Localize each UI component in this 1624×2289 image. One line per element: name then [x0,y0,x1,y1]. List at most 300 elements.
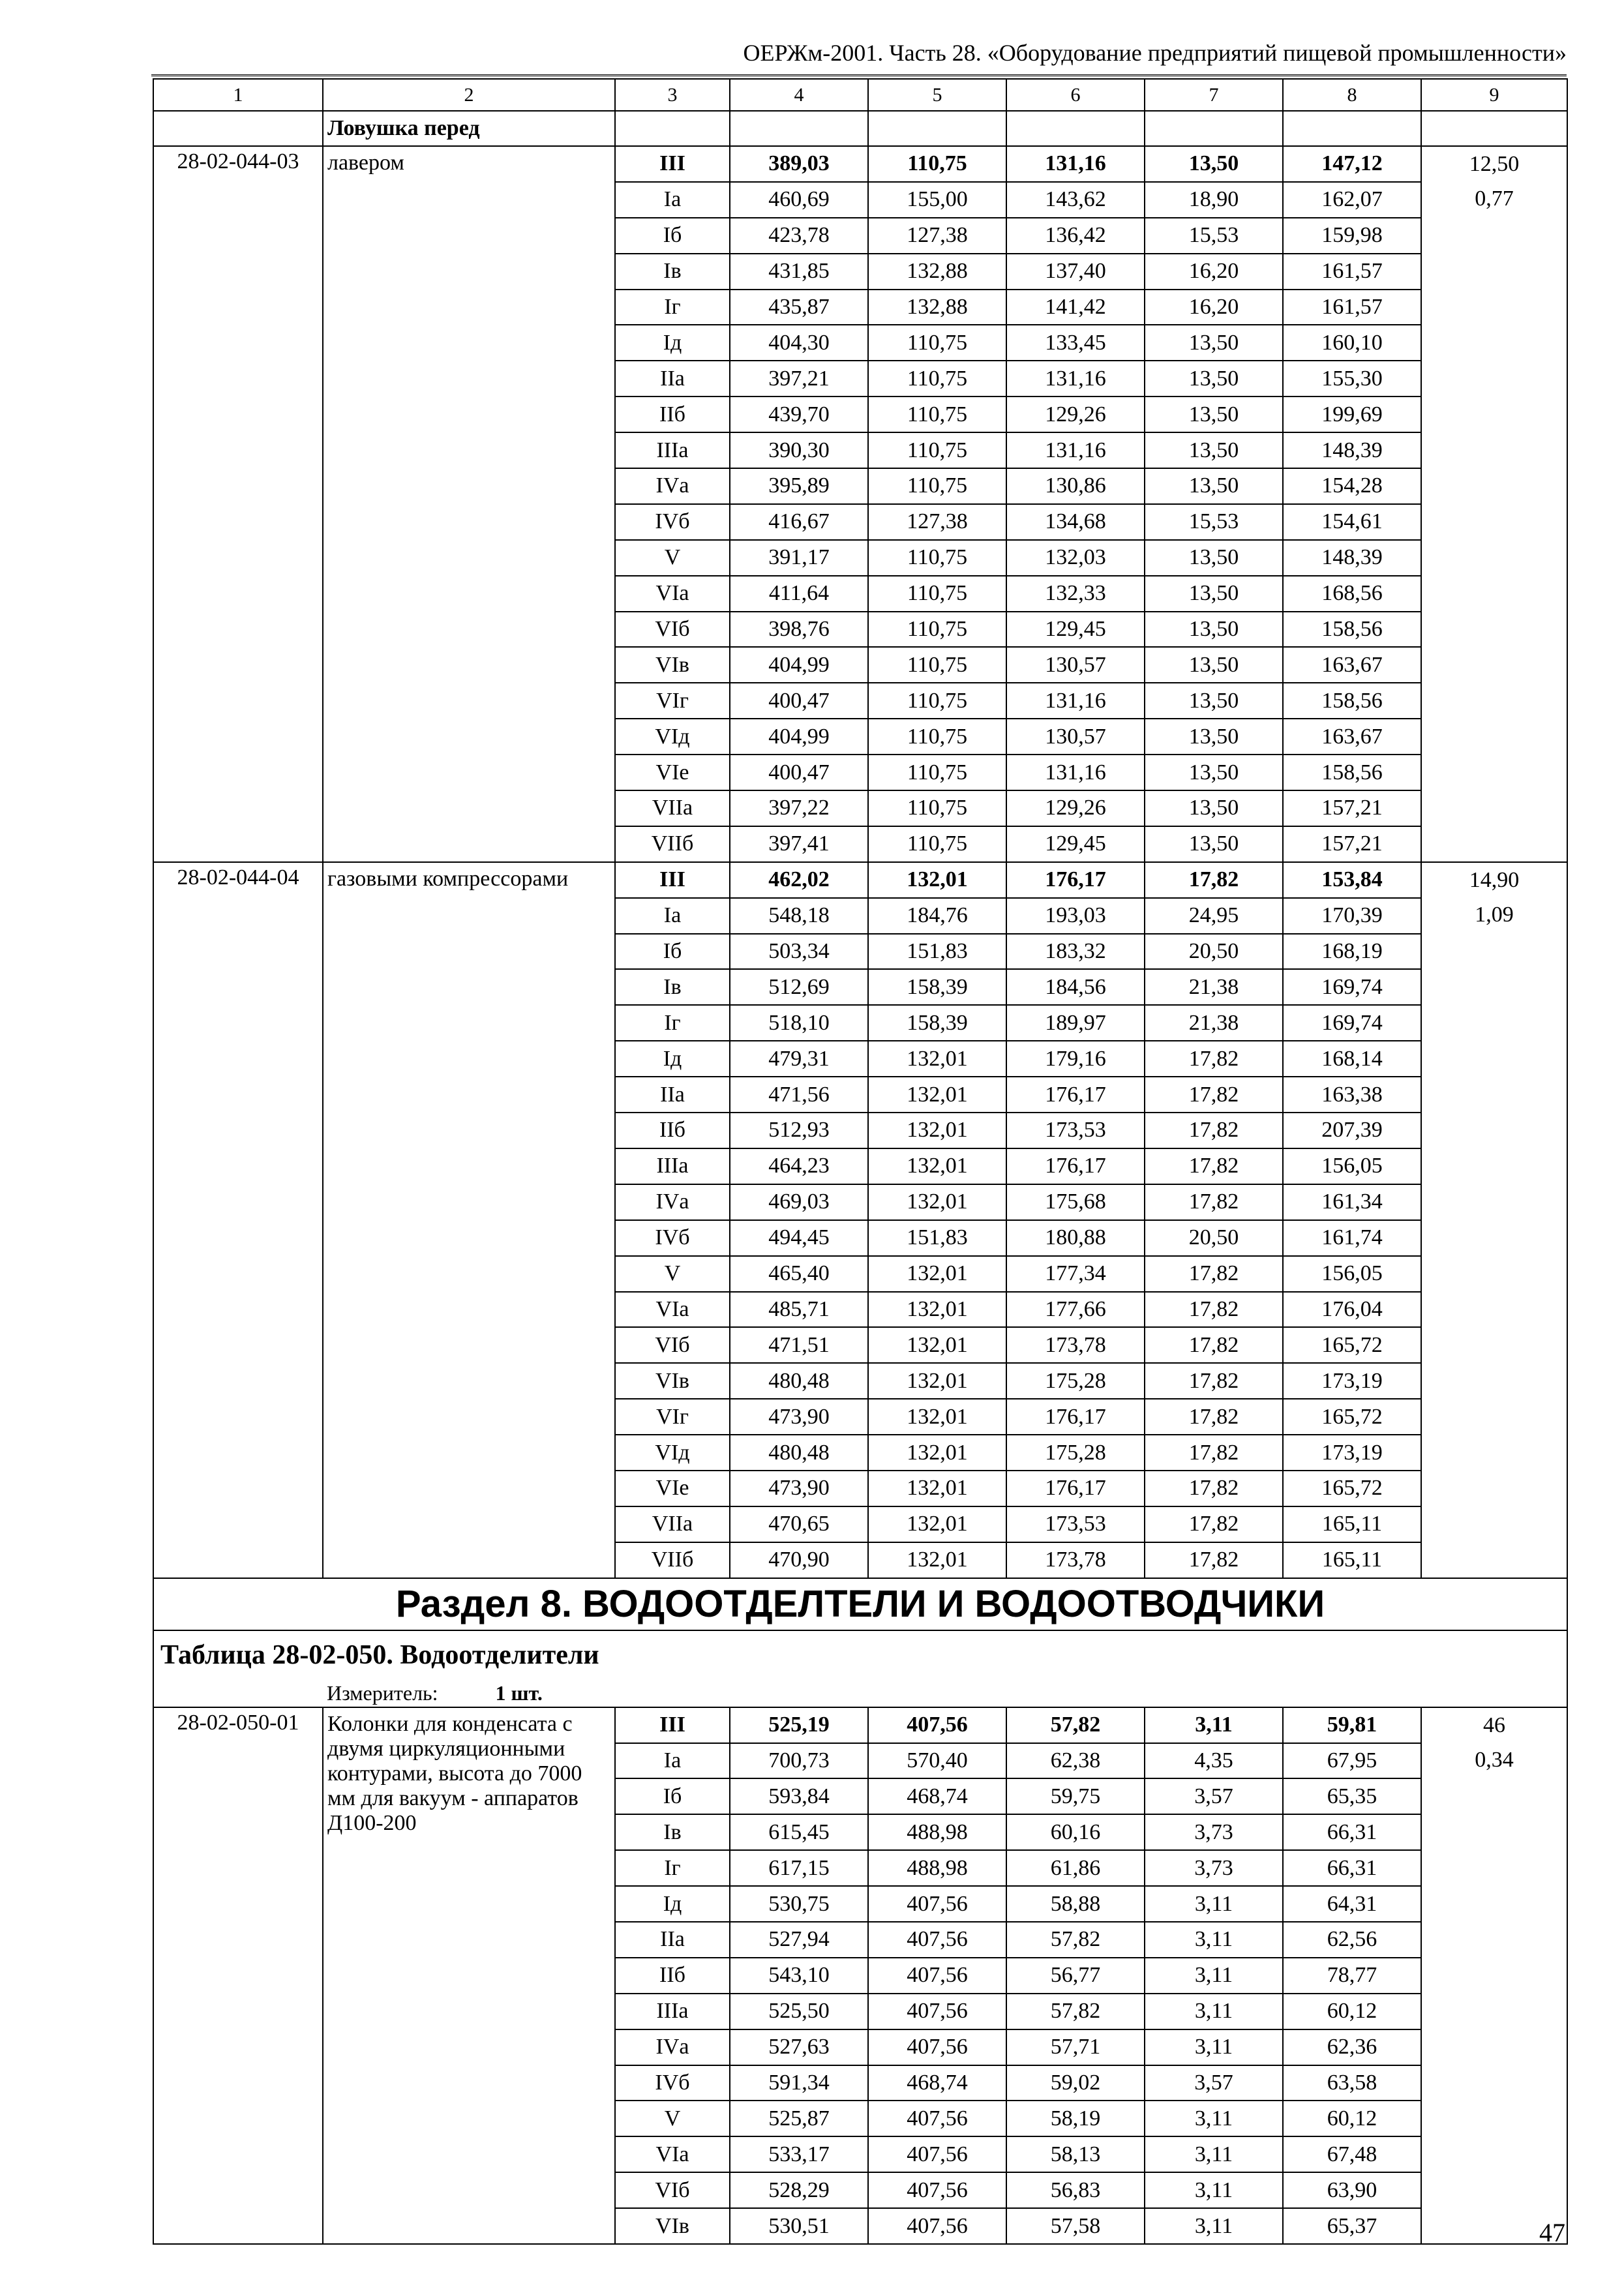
value-cell: 13,50 [1145,361,1283,396]
value-cell: 431,85 [730,254,868,290]
value-cell: 161,57 [1283,290,1421,325]
column-number: 3 [615,79,730,111]
value-cell: 137,40 [1006,254,1145,290]
zone-cell: IIа [615,1922,730,1958]
value-cell: 58,13 [1006,2136,1145,2172]
value-cell: 110,75 [868,826,1006,862]
value-cell: 407,56 [868,2101,1006,2136]
value-cell: 132,33 [1006,576,1145,612]
section-row [153,1578,1567,1630]
value-cell: 533,17 [730,2136,868,2172]
value-cell: 3,11 [1145,2101,1283,2136]
value-cell: 65,37 [1283,2208,1421,2244]
index-cell [1421,862,1567,1578]
zone-cell: IIа [615,361,730,396]
page-number: 47 [1539,2218,1565,2247]
empty-cell [153,111,323,146]
zone-cell: IIб [615,1113,730,1148]
value-cell: 157,21 [1283,826,1421,862]
meter-row [153,1679,1567,1707]
zone-cell: IIа [615,1077,730,1113]
value-cell: 21,38 [1145,969,1283,1005]
value-cell: 127,38 [868,504,1006,540]
value-cell: 3,11 [1145,2172,1283,2208]
value-cell: 157,21 [1283,790,1421,826]
value-cell: 153,84 [1283,862,1421,898]
value-cell: 407,56 [868,1922,1006,1958]
value-cell: 527,63 [730,2029,868,2065]
zone-cell: Iа [615,898,730,934]
value-cell: 148,39 [1283,432,1421,468]
value-cell: 56,83 [1006,2172,1145,2208]
value-cell: 129,45 [1006,612,1145,648]
item-code: 28-02-050-01 [153,1707,323,2244]
value-cell: 479,31 [730,1041,868,1077]
value-cell: 199,69 [1283,396,1421,432]
zone-cell: VIе [615,755,730,790]
zone-cell: VIа [615,1292,730,1328]
value-cell: 207,39 [1283,1113,1421,1148]
column-number: 8 [1283,79,1421,111]
zone-cell: III [615,146,730,182]
value-cell: 488,98 [868,1850,1006,1886]
value-cell: 528,29 [730,2172,868,2208]
zone-cell: Iг [615,290,730,325]
empty-cell [730,111,868,146]
value-cell: 154,28 [1283,468,1421,504]
value-cell: 4,35 [1145,1743,1283,1779]
value-cell: 460,69 [730,182,868,218]
value-cell: 163,67 [1283,719,1421,755]
value-cell: 13,50 [1145,683,1283,719]
empty-cell [1283,111,1421,146]
header-title: ОЕРЖм-2001. Часть 28. «Оборудование предприятий пищевой промышленности» [743,40,1567,66]
value-cell: 60,12 [1283,2101,1421,2136]
value-cell: 173,19 [1283,1435,1421,1471]
value-cell: 57,82 [1006,1994,1145,2029]
value-cell: 168,19 [1283,934,1421,970]
value-cell: 162,07 [1283,182,1421,218]
index-value: 0,34 [1475,1747,1514,1772]
column-number-row [153,79,1567,111]
value-cell: 570,40 [868,1743,1006,1779]
column-number: 7 [1145,79,1283,111]
zone-cell: VIб [615,1327,730,1363]
zone-cell: VIIб [615,826,730,862]
value-cell: 423,78 [730,218,868,254]
value-cell: 439,70 [730,396,868,432]
value-cell: 176,17 [1006,1399,1145,1435]
value-cell: 133,45 [1006,325,1145,361]
value-cell: 471,56 [730,1077,868,1113]
value-cell: 63,90 [1283,2172,1421,2208]
zone-cell: Iв [615,1814,730,1850]
value-cell: 110,75 [868,540,1006,576]
value-cell: 132,01 [868,1327,1006,1363]
value-cell: 132,01 [868,1148,1006,1184]
value-cell: 525,87 [730,2101,868,2136]
value-cell: 173,53 [1006,1113,1145,1148]
value-cell: 132,01 [868,1077,1006,1113]
value-cell: 184,76 [868,898,1006,934]
zone-cell: IIIа [615,1148,730,1184]
value-cell: 132,01 [868,862,1006,898]
value-cell: 158,56 [1283,683,1421,719]
value-cell: 175,68 [1006,1184,1145,1220]
value-cell: 468,74 [868,1778,1006,1814]
value-cell: 24,95 [1145,898,1283,934]
zone-cell: IVа [615,2029,730,2065]
value-cell: 3,57 [1145,2065,1283,2101]
item-description: Колонки для конденсата с двумя циркуляционными контурами, высота до 7000 мм для вакуум - аппаратов Д100-200 [323,1707,615,2244]
value-cell: 17,82 [1145,1256,1283,1292]
value-cell: 404,99 [730,647,868,683]
value-cell: 13,50 [1145,719,1283,755]
value-cell: 66,31 [1283,1850,1421,1886]
zone-cell: IIб [615,396,730,432]
value-cell: 407,56 [868,2208,1006,2244]
zone-cell: IVб [615,1220,730,1256]
index-cell [1421,146,1567,862]
empty-cell [1006,111,1145,146]
value-cell: 407,56 [868,1994,1006,2029]
value-cell: 132,88 [868,290,1006,325]
value-cell: 17,82 [1145,1435,1283,1471]
value-cell: 503,34 [730,934,868,970]
value-cell: 132,01 [868,1542,1006,1578]
value-cell: 67,48 [1283,2136,1421,2172]
value-cell: 132,01 [868,1363,1006,1399]
zone-cell: Iд [615,325,730,361]
value-cell: 525,19 [730,1707,868,1743]
value-cell: 530,75 [730,1886,868,1922]
value-cell: 59,81 [1283,1707,1421,1743]
value-cell: 129,26 [1006,396,1145,432]
group-title-row [153,111,1567,146]
value-cell: 615,45 [730,1814,868,1850]
value-cell: 110,75 [868,755,1006,790]
value-cell: 62,38 [1006,1743,1145,1779]
value-cell: 397,22 [730,790,868,826]
value-cell: 165,72 [1283,1327,1421,1363]
value-cell: 110,75 [868,790,1006,826]
value-cell: 148,39 [1283,540,1421,576]
zone-cell: IIIа [615,432,730,468]
value-cell: 176,17 [1006,1471,1145,1506]
value-cell: 13,50 [1145,647,1283,683]
zone-cell: VIб [615,2172,730,2208]
value-cell: 129,26 [1006,790,1145,826]
value-cell: 175,28 [1006,1435,1145,1471]
value-cell: 473,90 [730,1471,868,1506]
zone-cell: VIд [615,1435,730,1471]
value-cell: 400,47 [730,755,868,790]
value-cell: 155,00 [868,182,1006,218]
value-cell: 130,86 [1006,468,1145,504]
value-cell: 464,23 [730,1148,868,1184]
value-cell: 65,35 [1283,1778,1421,1814]
value-cell: 530,51 [730,2208,868,2244]
value-cell: 176,17 [1006,1148,1145,1184]
value-cell: 147,12 [1283,146,1421,182]
value-cell: 61,86 [1006,1850,1145,1886]
value-cell: 548,18 [730,898,868,934]
index-value: 1,09 [1475,902,1514,927]
value-cell: 132,01 [868,1041,1006,1077]
value-cell: 170,39 [1283,898,1421,934]
value-cell: 17,82 [1145,1148,1283,1184]
meter-value: 1 шт. [495,1681,543,1705]
value-cell: 435,87 [730,290,868,325]
zone-cell: VIIб [615,1542,730,1578]
value-cell: 151,83 [868,1220,1006,1256]
value-cell: 130,57 [1006,719,1145,755]
value-cell: 179,16 [1006,1041,1145,1077]
value-cell: 132,01 [868,1506,1006,1542]
zone-cell: Iб [615,218,730,254]
value-cell: 13,50 [1145,432,1283,468]
value-cell: 17,82 [1145,1363,1283,1399]
value-cell: 57,71 [1006,2029,1145,2065]
value-cell: 110,75 [868,432,1006,468]
zone-cell: VIв [615,1363,730,1399]
value-cell: 180,88 [1006,1220,1145,1256]
value-cell: 3,73 [1145,1814,1283,1850]
value-cell: 400,47 [730,683,868,719]
zone-cell: IVа [615,1184,730,1220]
value-cell: 59,02 [1006,2065,1145,2101]
value-cell: 494,45 [730,1220,868,1256]
value-cell: 161,74 [1283,1220,1421,1256]
value-cell: 184,56 [1006,969,1145,1005]
value-cell: 17,82 [1145,1542,1283,1578]
zone-cell: VIе [615,1471,730,1506]
zone-cell: IIIа [615,1994,730,2029]
value-cell: 404,99 [730,719,868,755]
index-value: 12,50 [1469,152,1520,176]
value-cell: 110,75 [868,468,1006,504]
value-cell: 159,98 [1283,218,1421,254]
value-cell: 700,73 [730,1743,868,1779]
zone-cell: Iд [615,1886,730,1922]
value-cell: 3,11 [1145,1994,1283,2029]
value-cell: 175,28 [1006,1363,1145,1399]
value-cell: 480,48 [730,1435,868,1471]
value-cell: 136,42 [1006,218,1145,254]
value-cell: 67,95 [1283,1743,1421,1779]
empty-cell [1421,111,1567,146]
value-cell: 58,19 [1006,2101,1145,2136]
zone-cell: V [615,1256,730,1292]
value-cell: 66,31 [1283,1814,1421,1850]
value-cell: 169,74 [1283,1005,1421,1041]
value-cell: 168,14 [1283,1041,1421,1077]
zone-cell: IIб [615,1958,730,1994]
running-header [151,37,1567,76]
value-cell: 469,03 [730,1184,868,1220]
value-cell: 591,34 [730,2065,868,2101]
value-cell: 527,94 [730,1922,868,1958]
meter-label: Измеритель: [327,1681,438,1705]
value-cell: 155,30 [1283,361,1421,396]
value-cell: 60,16 [1006,1814,1145,1850]
table-row [153,862,1567,898]
value-cell: 390,30 [730,432,868,468]
value-cell: 169,74 [1283,969,1421,1005]
value-cell: 512,93 [730,1113,868,1148]
value-cell: 488,98 [868,1814,1006,1850]
value-cell: 132,01 [868,1399,1006,1435]
value-cell: 131,16 [1006,146,1145,182]
value-cell: 3,11 [1145,1958,1283,1994]
zone-cell: III [615,1707,730,1743]
value-cell: 168,56 [1283,576,1421,612]
value-cell: 17,82 [1145,1327,1283,1363]
zone-cell: Iб [615,934,730,970]
value-cell: 132,01 [868,1471,1006,1506]
value-cell: 404,30 [730,325,868,361]
zone-cell: VIIа [615,1506,730,1542]
value-cell: 397,41 [730,826,868,862]
index-cell [1421,1707,1567,2244]
value-cell: 470,65 [730,1506,868,1542]
value-cell: 3,11 [1145,2136,1283,2172]
value-cell: 78,77 [1283,1958,1421,1994]
value-cell: 18,90 [1145,182,1283,218]
value-cell: 57,58 [1006,2208,1145,2244]
value-cell: 15,53 [1145,504,1283,540]
value-cell: 17,82 [1145,1292,1283,1328]
meter-cell [323,1679,1567,1707]
value-cell: 141,42 [1006,290,1145,325]
value-cell: 617,15 [730,1850,868,1886]
value-cell: 163,38 [1283,1077,1421,1113]
value-cell: 183,32 [1006,934,1145,970]
value-cell: 131,16 [1006,755,1145,790]
zone-cell: Iб [615,1778,730,1814]
value-cell: 132,88 [868,254,1006,290]
value-cell: 131,16 [1006,432,1145,468]
value-cell: 110,75 [868,396,1006,432]
column-number: 1 [153,79,323,111]
value-cell: 189,97 [1006,1005,1145,1041]
value-cell: 416,67 [730,504,868,540]
value-cell: 397,21 [730,361,868,396]
value-cell: 173,53 [1006,1506,1145,1542]
value-cell: 132,01 [868,1113,1006,1148]
value-cell: 161,57 [1283,254,1421,290]
value-cell: 193,03 [1006,898,1145,934]
value-cell: 110,75 [868,325,1006,361]
table-title: Таблица 28-02-050. Водоотделители [153,1630,1567,1679]
group-title: Ловушка перед [323,111,615,146]
zone-cell: VIIа [615,790,730,826]
item-description: газовыми компрессорами [323,862,615,1578]
value-cell: 158,39 [868,1005,1006,1041]
value-cell: 156,05 [1283,1256,1421,1292]
value-cell: 3,57 [1145,1778,1283,1814]
zone-cell: III [615,862,730,898]
value-cell: 3,11 [1145,1886,1283,1922]
value-cell: 173,19 [1283,1363,1421,1399]
value-cell: 132,01 [868,1184,1006,1220]
value-cell: 16,20 [1145,254,1283,290]
value-cell: 13,50 [1145,540,1283,576]
value-cell: 13,50 [1145,755,1283,790]
empty-cell [615,111,730,146]
value-cell: 57,82 [1006,1707,1145,1743]
value-cell: 3,11 [1145,1922,1283,1958]
value-cell: 17,82 [1145,1184,1283,1220]
value-cell: 13,50 [1145,325,1283,361]
zone-cell: IVб [615,504,730,540]
value-cell: 480,48 [730,1363,868,1399]
item-code: 28-02-044-04 [153,862,323,1578]
value-cell: 13,50 [1145,468,1283,504]
value-cell: 465,40 [730,1256,868,1292]
value-cell: 13,50 [1145,826,1283,862]
value-cell: 395,89 [730,468,868,504]
value-cell: 158,56 [1283,612,1421,648]
item-code: 28-02-044-03 [153,146,323,862]
value-cell: 411,64 [730,576,868,612]
column-number: 5 [868,79,1006,111]
value-cell: 407,56 [868,2172,1006,2208]
value-cell: 3,73 [1145,1850,1283,1886]
value-cell: 398,76 [730,612,868,648]
value-cell: 160,10 [1283,325,1421,361]
zone-cell: Iа [615,182,730,218]
value-cell: 17,82 [1145,862,1283,898]
column-number: 9 [1421,79,1567,111]
value-cell: 17,82 [1145,1041,1283,1077]
value-cell: 163,67 [1283,647,1421,683]
value-cell: 20,50 [1145,1220,1283,1256]
empty-cell [868,111,1006,146]
value-cell: 391,17 [730,540,868,576]
value-cell: 17,82 [1145,1506,1283,1542]
value-cell: 132,01 [868,1292,1006,1328]
value-cell: 177,34 [1006,1256,1145,1292]
value-cell: 13,50 [1145,146,1283,182]
value-cell: 64,31 [1283,1886,1421,1922]
value-cell: 17,82 [1145,1113,1283,1148]
zone-cell: VIа [615,2136,730,2172]
column-number: 4 [730,79,868,111]
value-cell: 60,12 [1283,1994,1421,2029]
value-cell: 110,75 [868,576,1006,612]
value-cell: 176,17 [1006,1077,1145,1113]
index-value: 46 [1483,1713,1505,1737]
value-cell: 17,82 [1145,1471,1283,1506]
value-cell: 407,56 [868,1707,1006,1743]
value-cell: 173,78 [1006,1327,1145,1363]
zone-cell: IVб [615,2065,730,2101]
value-cell: 62,36 [1283,2029,1421,2065]
value-cell: 13,50 [1145,790,1283,826]
value-cell: 143,62 [1006,182,1145,218]
value-cell: 176,04 [1283,1292,1421,1328]
value-cell: 59,75 [1006,1778,1145,1814]
value-cell: 110,75 [868,146,1006,182]
value-cell: 177,66 [1006,1292,1145,1328]
value-cell: 156,05 [1283,1148,1421,1184]
value-cell: 485,71 [730,1292,868,1328]
value-cell: 132,01 [868,1435,1006,1471]
value-cell: 13,50 [1145,612,1283,648]
zone-cell: VIб [615,612,730,648]
section-title: Раздел 8. ВОДООТДЕЛТЕЛИ И ВОДООТВОДЧИКИ [153,1578,1567,1630]
